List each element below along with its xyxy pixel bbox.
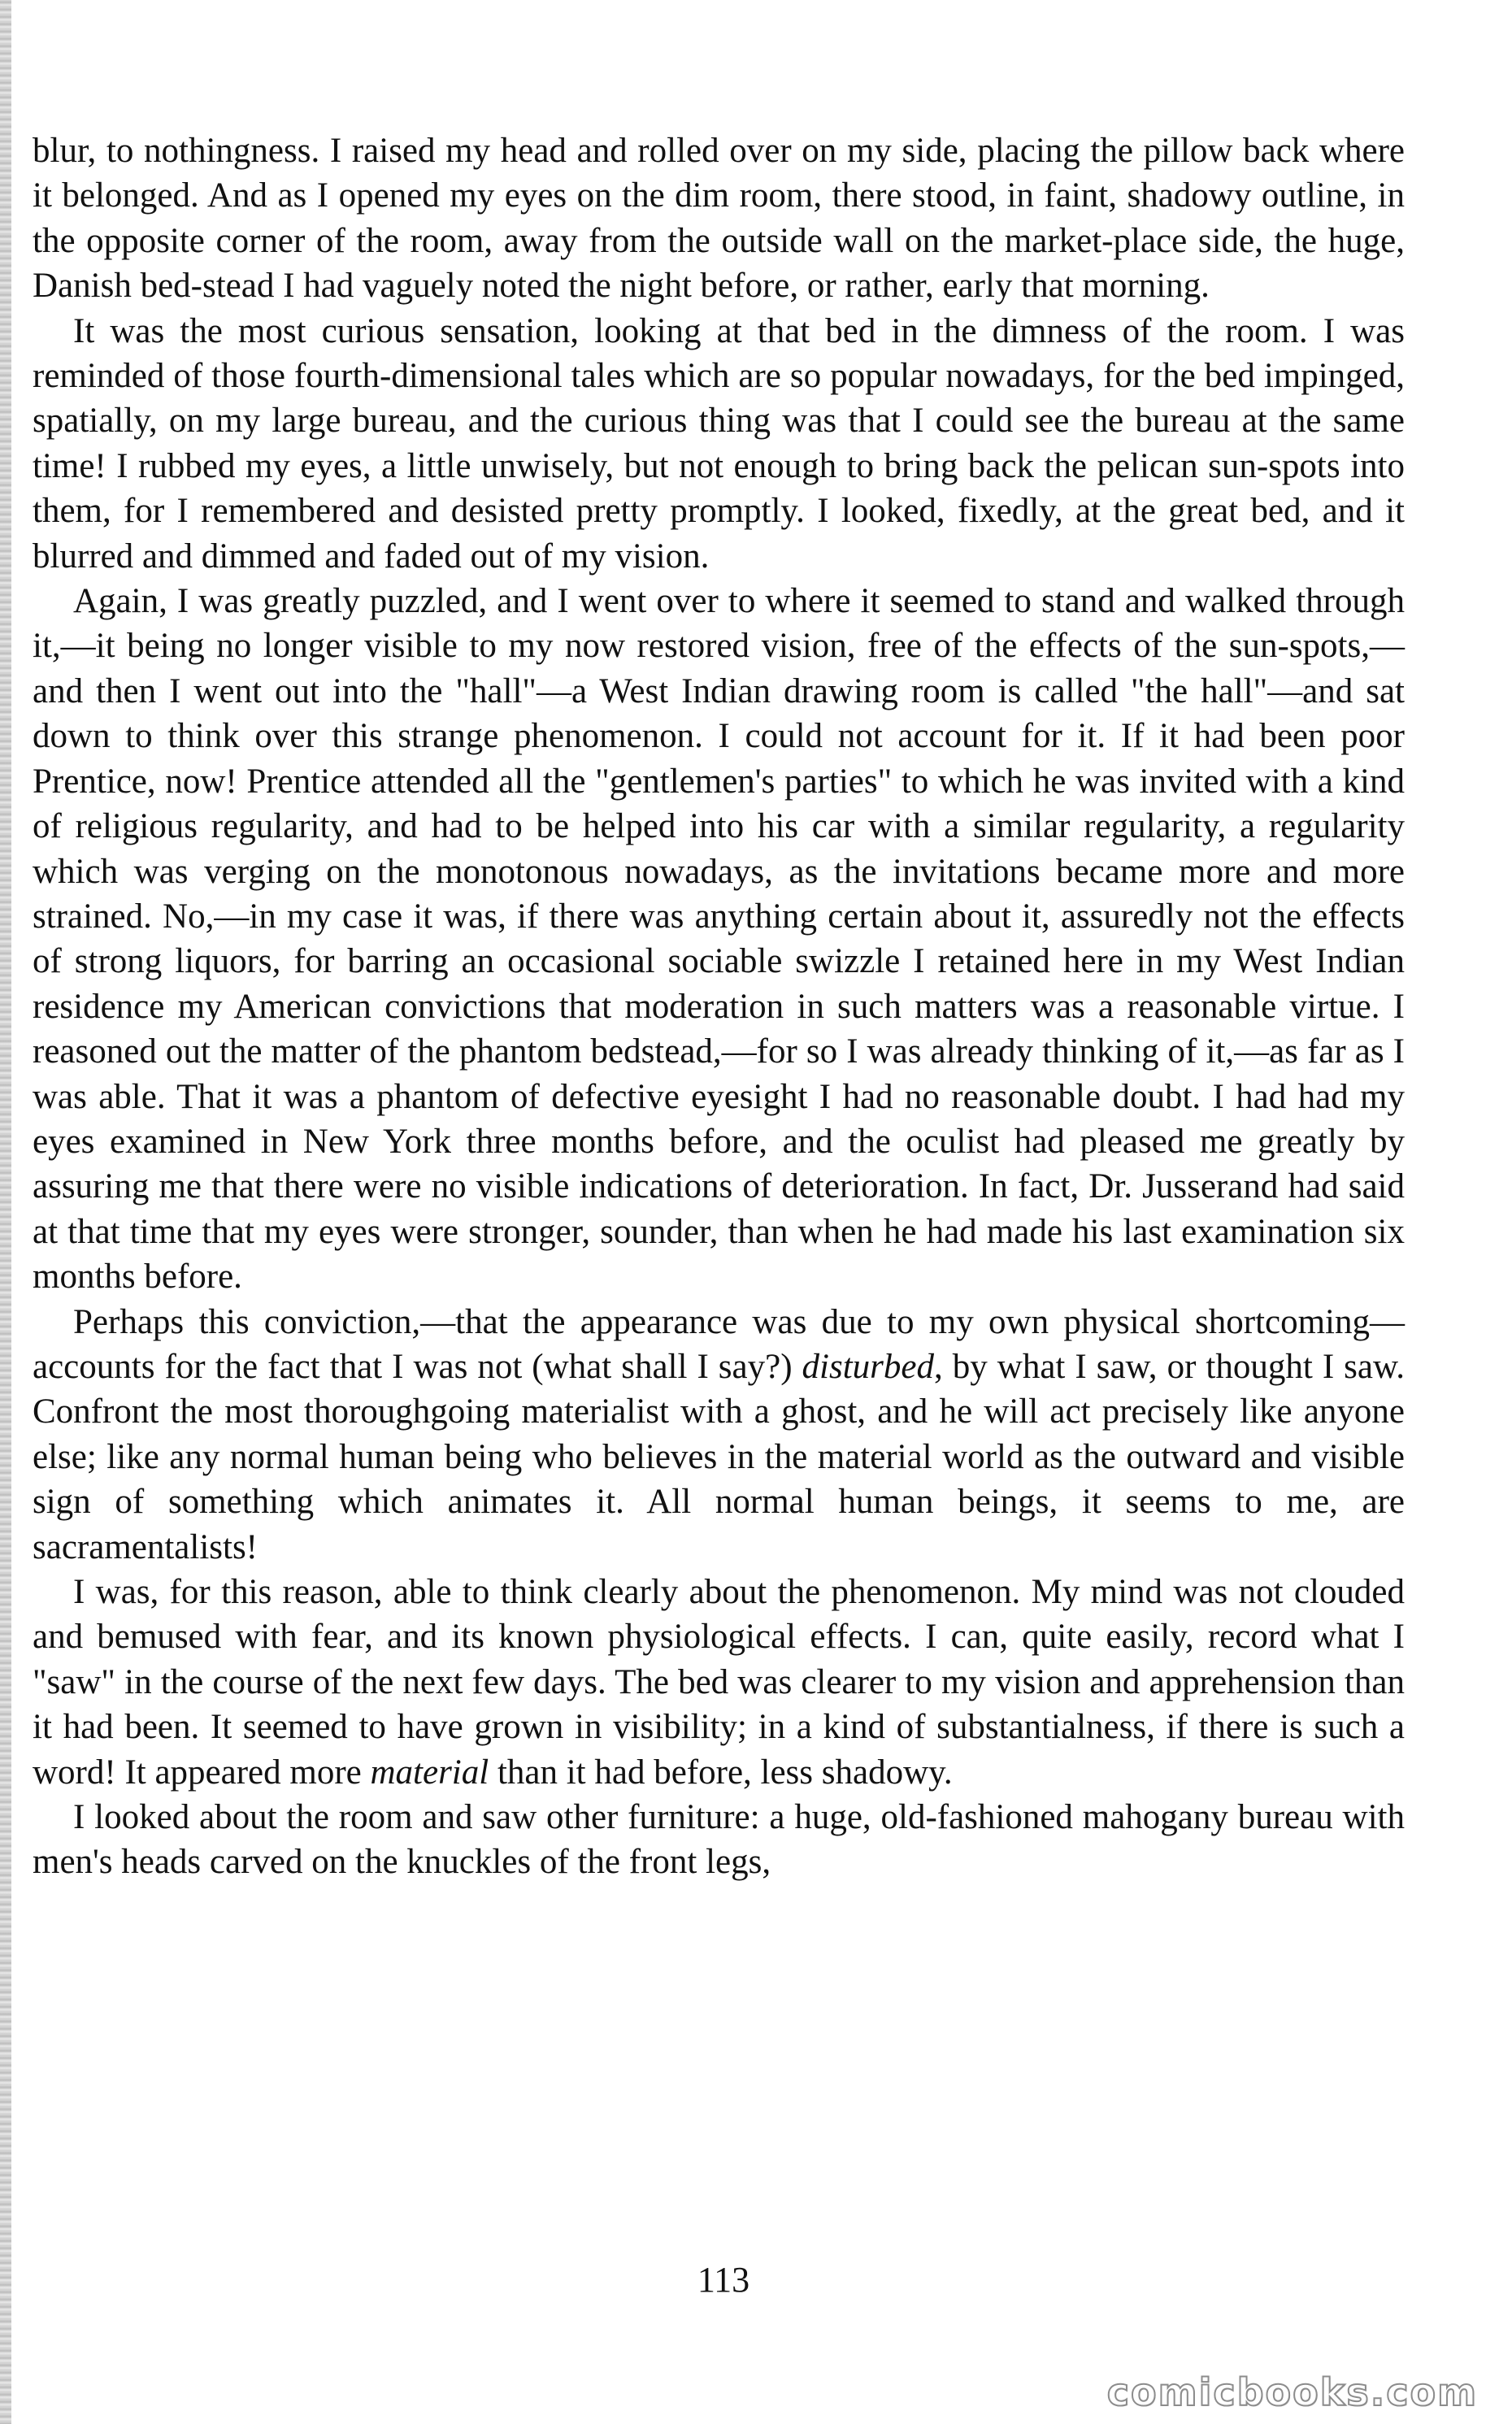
paragraph: I looked about the room and saw other furniture: a huge, old-fashioned mahogany bureau with men's heads carved on the knuckles of the front legs, (33, 1798, 1405, 1882)
italic-text: material (370, 1753, 489, 1792)
paragraph-text: I was, for this reason, able to think clearly about the phenomenon. My mind was not clouded and bemused with fear, and its known physiological effects. I can, quite easily, record what I "saw" in the course of the next few days. The bed was clearer to my vision and apprehension than it had been. It seemed to have grown in visibility; in a kind of substantialness, if there is such a word! It appeared more (33, 1573, 1405, 1792)
paragraph (33, 1300, 1405, 1570)
paragraph-text: Perhaps this conviction,—that the appearance was due to my own physical shortcoming—accounts for the fact that I was not (what shall I say?) (33, 1302, 1405, 1386)
paragraph-text: , by what I saw, or thought I saw. Confront the most thoroughgoing materialist with a ghost, and he will act precisely like anyone else; like any normal human being who believes in the material world as the outward and visible sign of something which animates it. All normal human beings, it seems to me, are sacramentalists! (33, 1347, 1405, 1566)
paragraph-text: than it had before, less shadowy. (489, 1753, 953, 1792)
paragraph: blur, to nothingness. I raised my head and rolled over on my side, placing the pillow back where it belonged. And as I opened my eyes on the dim room, there stood, in faint, shadowy outline, in the opposite corner of the room, away from the outside wall on the market-place side, the huge, Danish bed-stead I had vaguely noted the night before, or rather, early that morning. (33, 132, 1405, 306)
paragraph: It was the most curious sensation, looking at that bed in the dimness of the room. I was reminded of those fourth-dimensional tales which are so popular nowadays, for the bed impinged, spatially, on my large bureau, and the curious thing was that I could see the bureau at the same time! I rubbed my eyes, a little unwisely, but not enough to bring back the pelican sun-spots into them, for I remembered and desisted pretty promptly. I looked, fixedly, at the great bed, and it blurred and dimmed and faded out of my vision. (33, 311, 1405, 576)
italic-text: disturbed (802, 1347, 934, 1386)
page-number: 113 (697, 2260, 750, 2300)
paragraph: Again, I was greatly puzzled, and I went over to where it seemed to stand and walked through it,—it being no longer visible to my now restored vision, free of the effects of the sun-spots,—and then I went out into the "hall"—a West Indian drawing room is called "the hall"—and sat down to think over this strange phenomenon. I could not account for it. If it had been poor Prentice, now! Prentice attended all the "gentlemen's parties" to which he was invited with a kind of religious regularity, and had to be helped into his car with a similar regularity, a regularity which was verging on the monotonous nowadays, as the invitations became more and more strained. No,—in my case it was, if there was anything certain about it, assuredly not the effects of strong liquors, for barring an occasional sociable swizzle I retained here in my West Indian residence my American convictions that moderation in such matters was a reasonable virtue. I reasoned out the matter of the phantom bedstead,—for so I was already thinking of it,—as far as I was able. That it was a phantom of defective eyesight I had no reasonable doubt. I had had my eyes examined in New York three months before, and the oculist had pleased me greatly by assuring me that there were no visible indications of deterioration. In fact, Dr. Jusserand had said at that time that my eyes were stronger, sounder, than when he had made his last examination six months before. (33, 582, 1405, 1297)
watermark: comicbooks.com (1106, 2370, 1478, 2414)
page-edge-shadow (0, 0, 11, 2424)
body-text (33, 128, 1405, 1885)
paragraph (33, 1570, 1405, 1795)
